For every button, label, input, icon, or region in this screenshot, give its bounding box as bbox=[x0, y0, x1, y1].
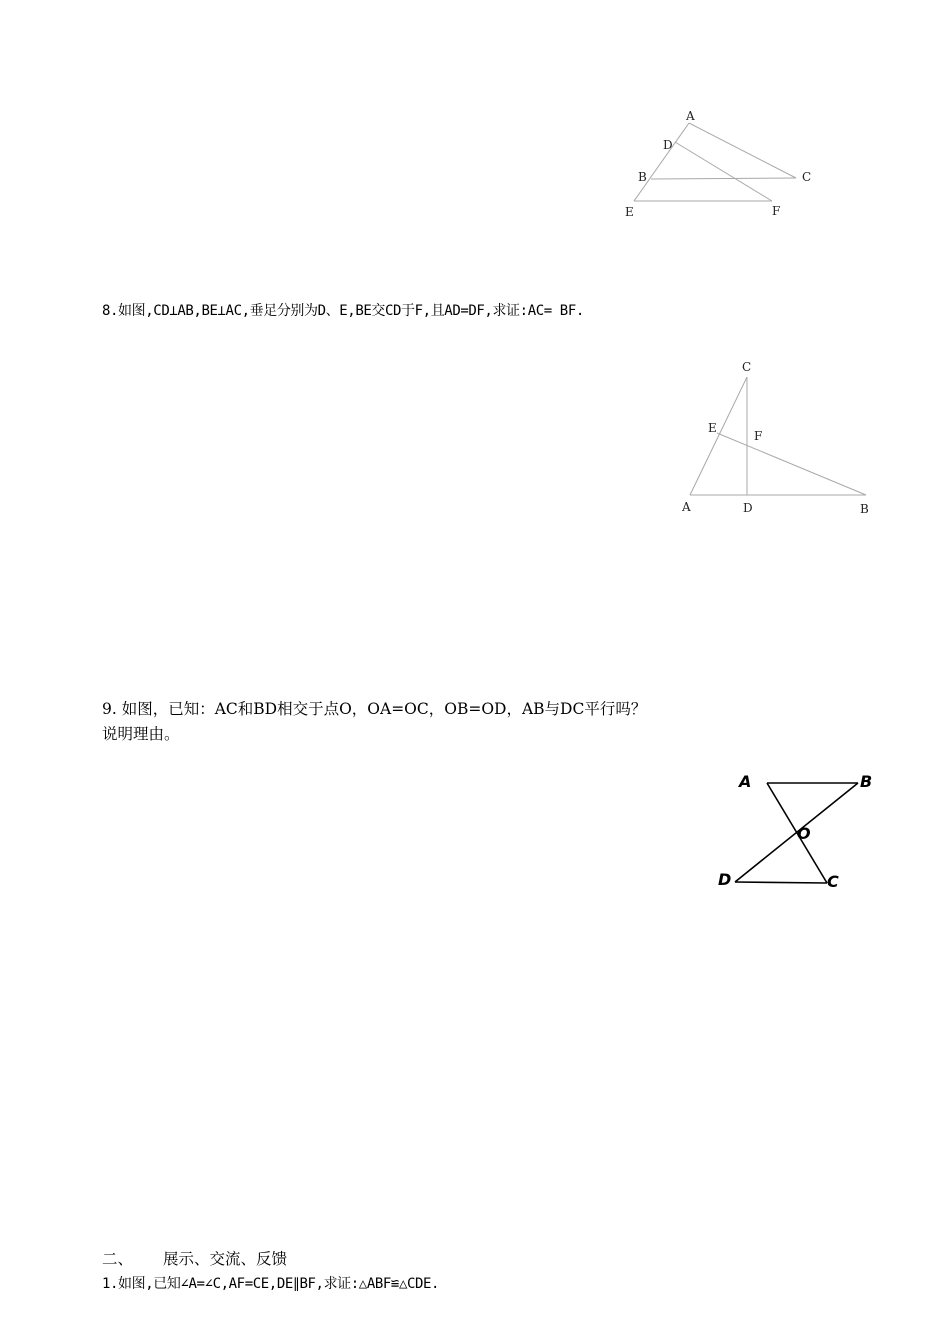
segment-E-B bbox=[717, 433, 866, 495]
figure-3-crossing-segments bbox=[710, 765, 900, 905]
point-label-E: E bbox=[708, 421, 717, 435]
segment-B-C bbox=[651, 178, 796, 179]
point-label-B: B bbox=[638, 170, 647, 184]
section-2-number: 二、 bbox=[102, 1250, 134, 1268]
section-2-heading bbox=[102, 1249, 287, 1269]
point-label-A: A bbox=[686, 109, 695, 123]
problem-8-statement: 8.如图,CD⊥AB,BE⊥AC,垂足分别为D、E,BE交CD于F,且AD=DF,求证:AC= BF. bbox=[102, 303, 584, 319]
point-label-D: D bbox=[663, 138, 673, 152]
figure-1-parallel-triangles bbox=[600, 100, 840, 230]
point-label-F: F bbox=[754, 429, 763, 443]
segment-A-C bbox=[689, 123, 796, 178]
point-label-D: D bbox=[743, 501, 753, 515]
point-label-A: A bbox=[682, 500, 691, 514]
segment-C-A bbox=[690, 377, 747, 495]
problem-9-statement: 9. 如图，已知：AC和BD相交于点O，OA=OC，OB=OD，AB与DC平行吗？ bbox=[102, 700, 647, 718]
segment-D-F bbox=[675, 142, 772, 201]
point-label-C: C bbox=[827, 872, 839, 891]
segment-D-C bbox=[735, 882, 827, 883]
point-label-F: F bbox=[772, 204, 781, 218]
point-label-D: D bbox=[718, 870, 732, 889]
figure-2-perpendiculars bbox=[670, 355, 890, 525]
point-label-A: A bbox=[739, 772, 752, 791]
point-label-E: E bbox=[625, 205, 634, 219]
point-label-B: B bbox=[860, 502, 869, 516]
point-label-C: C bbox=[742, 360, 752, 374]
problem-9-statement-line-2: 说明理由。 bbox=[102, 725, 180, 743]
section-2-problem-1-statement: 1.如图,已知∠A=∠C,AF=CE,DE∥BF,求证:△ABF≌△CDE. bbox=[102, 1276, 440, 1292]
segment-A-E bbox=[634, 123, 689, 201]
point-label-C: C bbox=[802, 170, 812, 184]
point-label-B: B bbox=[860, 772, 873, 791]
point-label-O: O bbox=[797, 824, 811, 843]
section-2-title: 展示、交流、反馈 bbox=[163, 1250, 288, 1268]
